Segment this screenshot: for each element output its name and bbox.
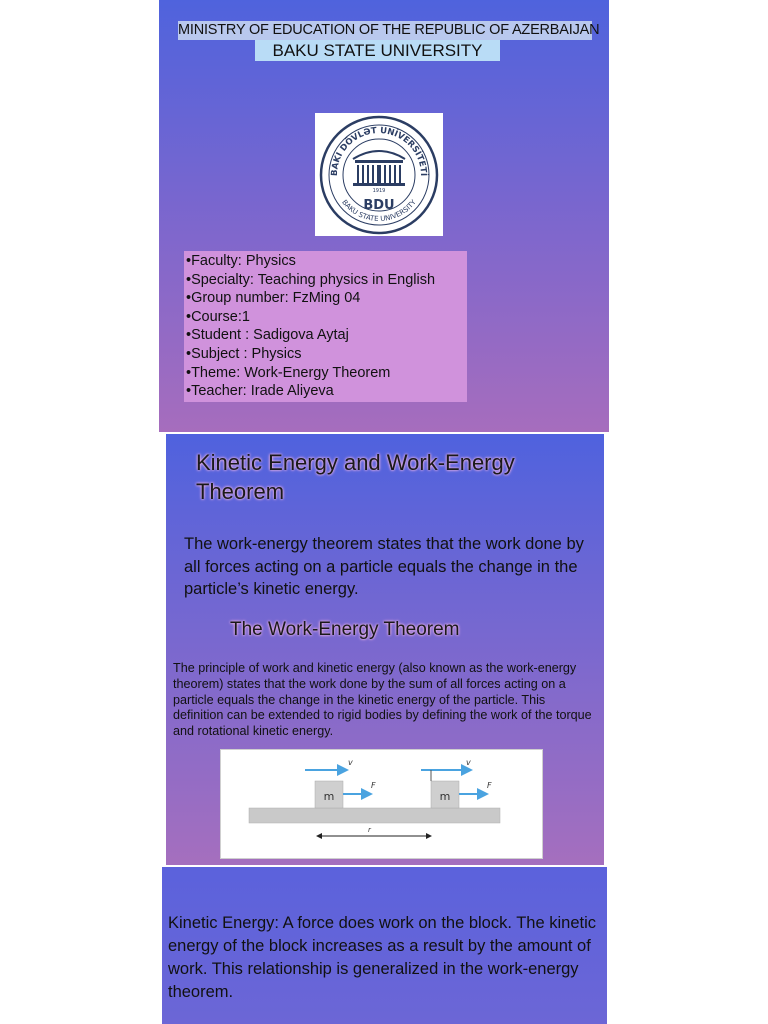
logo-ring-top-text: BAKI DÖVLƏT UNİVERSİTETİ [329,125,429,177]
university-title: BAKU STATE UNIVERSITY [255,40,500,61]
slide-heading: Kinetic Energy and Work-Energy Theorem [196,450,515,504]
kinetic-energy-text: Kinetic Energy: A force does work on the block. The kinetic energy of the block increases as a result by the amount of work. This relationship is generalized in the work-energy theorem. [168,914,597,1001]
info-group: •Group number: FzMing 04 [186,290,361,307]
ground-surface [249,808,500,823]
student-info-box [184,251,467,402]
university-logo [315,113,443,236]
info-theme: •Theme: Work-Energy Theorem [186,364,391,381]
title-slide [159,0,609,432]
theorem-subheading: The Work-Energy Theorem [230,619,460,640]
kinetic-energy-slide [162,867,607,1024]
info-teacher: •Teacher: Irade Aliyeva [186,383,334,400]
velocity-label-2: v [466,758,471,767]
theorem-slide [166,434,604,865]
block-2-label: m [439,790,451,803]
logo-monogram: BDU [363,198,395,213]
velocity-label-1: v [348,758,353,767]
logo-ring-bottom-text: BAKU STATE UNIVERSITY [340,198,418,224]
info-specialty: •Specialty: Teaching physics in English [186,271,436,288]
info-student: •Student : Sadigova Aytaj [186,327,349,344]
info-faculty: •Faculty: Physics [186,253,296,269]
displacement-label: r [368,826,371,834]
block-1-label: m [323,790,335,803]
force-label-1: F [371,781,376,790]
ministry-title: MINISTRY OF EDUCATION OF THE REPUBLIC OF AZERBAIJAN [178,22,600,38]
theorem-paragraph: The principle of work and kinetic energy (also known as the work-energy theorem) states that the work done by the sum of all forces acting on a particle equals the change in the kinetic energy of the particle. This definition can be extended to rigid bodies by defining the work of the torque and rotational kinetic energy. [173,661,592,739]
info-course: •Course:1 [186,308,250,325]
theorem-lead-text: The work-energy theorem states that the work done by all forces acting on a particle equals the change in the particle’s kinetic energy. [184,535,584,598]
logo-year: 1919 [372,188,386,194]
info-subject: •Subject : Physics [186,346,302,362]
force-label-2: F [487,781,492,790]
work-energy-diagram [220,749,543,859]
